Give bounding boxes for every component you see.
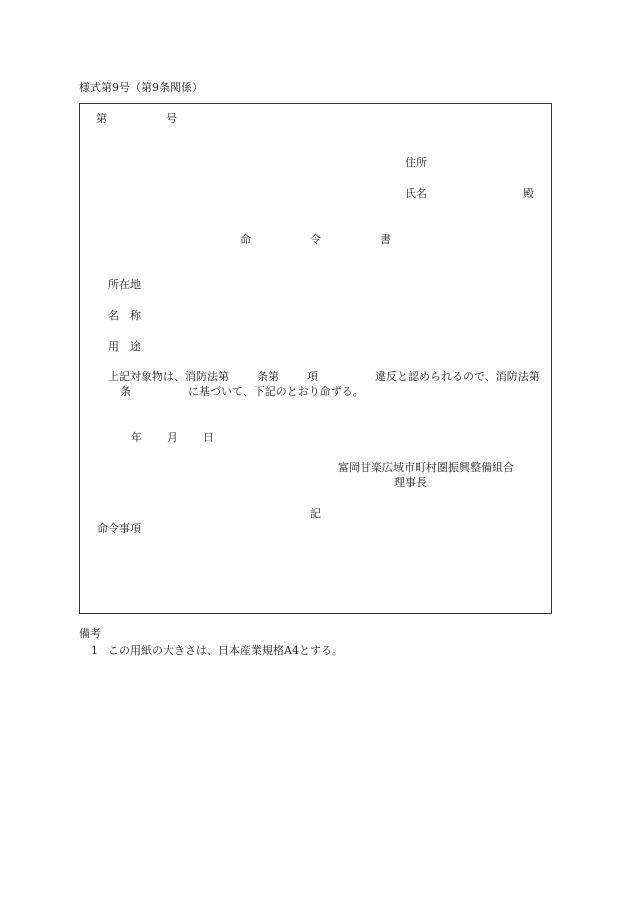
notes-heading: 備考 [79,627,101,640]
name-field-label-a: 名 [108,309,119,322]
date-day: 日 [203,431,214,444]
document-number-suffix: 号 [166,112,177,125]
body-text-2b: に基づいて、下記のとおり命ずる。 [188,385,364,398]
body-text-2a: 条 [120,385,131,398]
name-label: 氏名 [405,187,427,200]
location-label: 所在地 [108,278,141,291]
document-number-prefix: 第 [96,112,107,125]
address-label: 住所 [405,156,427,169]
ki-heading: 記 [310,507,321,520]
form-number-label: 様式第9号（第9条関係） [79,81,203,94]
use-field-label-b: 途 [130,340,141,353]
order-items-label: 命令事項 [97,522,141,535]
body-text-1b: 条第 [257,370,279,383]
body-text-1d: 違反と認められるので、消防法第 [375,370,540,383]
title-char-2: 令 [310,233,321,246]
date-year: 年 [131,431,142,444]
order-form-frame [79,103,552,614]
use-field-label-a: 用 [108,340,119,353]
honorific: 殿 [523,187,534,200]
title-char-3: 書 [380,233,391,246]
issuer-organization: 富岡甘楽広域市町村圏振興整備組合 [338,461,514,474]
name-field-label-b: 称 [130,309,141,322]
note-text: この用紙の大きさは、日本産業規格A4とする。 [108,644,343,657]
issuer-title: 理事長 [394,476,427,489]
date-month: 月 [167,431,178,444]
title-char-1: 命 [240,233,251,246]
note-number: 1 [91,644,98,657]
body-text-1a: 上記対象物は、消防法第 [108,370,229,383]
body-text-1c: 項 [307,370,318,383]
